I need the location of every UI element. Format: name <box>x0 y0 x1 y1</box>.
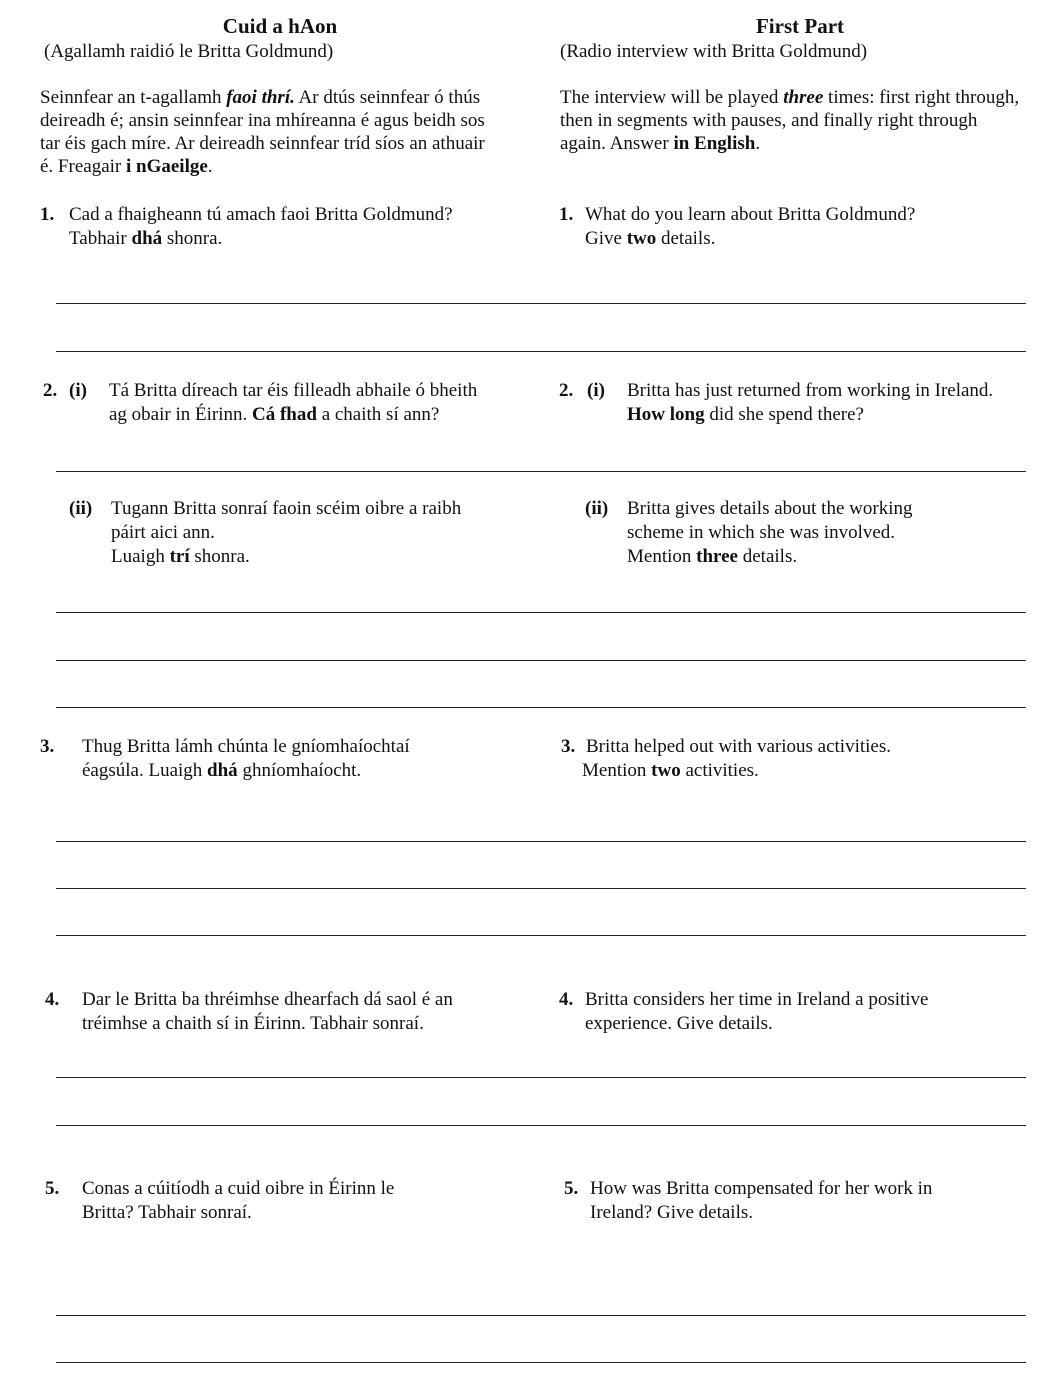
answer-line[interactable] <box>56 707 1026 708</box>
left-instructions: Seinnfear an t-agallamh faoi thrí. Ar dtús seinnfear ó thús deireadh é; ansin seinnfear ina mhíreanna é agus beidh sos tar éis gach míre. Ar deireadh seinnfear tríd síos an athuair é. Freagair i nGaeilge. <box>40 87 485 177</box>
answer-line[interactable] <box>56 612 1026 613</box>
left-q4-text: Dar le Britta ba thréimhse dhearfach dá saol é an tréimhse a chaith sí in Éirinn. Tabhair sonraí. <box>82 989 453 1034</box>
right-q2-ii-text: Britta gives details about the working scheme in which she was involved. Mention three details. <box>627 498 913 567</box>
answer-line[interactable] <box>56 351 1026 352</box>
left-q2-ii-text: Tugann Britta sonraí faoin scéim oibre a raibh páirt aici ann. Luaigh trí shonra. <box>111 498 462 567</box>
right-q5-text: How was Britta compensated for her work in Ireland? Give details. <box>590 1178 933 1223</box>
right-q2-i-text: Britta has just returned from working in Ireland. How long did she spend there? <box>627 380 994 425</box>
right-q2-ii-label: (ii) <box>585 498 609 519</box>
answer-line[interactable] <box>56 660 1026 661</box>
answer-line[interactable] <box>56 1125 1026 1126</box>
left-q5-text: Conas a cúitíodh a cuid oibre in Éirinn le Britta? Tabhair sonraí. <box>82 1178 395 1223</box>
answer-line[interactable] <box>56 888 1026 889</box>
left-q1-number: 1. <box>40 204 55 225</box>
left-q3-number: 3. <box>40 736 55 757</box>
right-title: First Part <box>755 14 845 38</box>
left-subtitle: (Agallamh raidió le Britta Goldmund) <box>44 41 334 62</box>
answer-line[interactable] <box>56 1362 1026 1363</box>
right-q5-number: 5. <box>564 1178 579 1199</box>
left-q2-i-text: Tá Britta díreach tar éis filleadh abhaile ó bheith ag obair in Éirinn. Cá fhad a chaith sí ann? <box>109 380 478 425</box>
right-q4-number: 4. <box>559 989 574 1010</box>
left-q3-text: Thug Britta lámh chúnta le gníomhaíochtaí éagsúla. Luaigh dhá ghníomhaíocht. <box>82 736 410 781</box>
right-instructions: The interview will be played three times: first right through, then in segments with pauses, and finally right through again. Answer in English. <box>560 87 1020 154</box>
answer-line[interactable] <box>56 471 1026 472</box>
right-q4-text: Britta considers her time in Ireland a positive experience. Give details. <box>585 989 929 1034</box>
answer-line[interactable] <box>56 1315 1026 1316</box>
right-q3-text: Britta helped out with various activities. Mention two activities. <box>582 736 891 781</box>
answer-line[interactable] <box>56 935 1026 936</box>
right-q2-number: 2. <box>559 380 574 401</box>
left-q2-number: 2. <box>43 380 58 401</box>
right-q1-text: What do you learn about Britta Goldmund? Give two details. <box>585 204 916 249</box>
left-q4-number: 4. <box>45 989 60 1010</box>
left-q5-number: 5. <box>45 1178 60 1199</box>
left-title: Cuid a hAon <box>222 14 338 38</box>
right-q1-number: 1. <box>559 204 574 225</box>
left-q1-text: Cad a fhaigheann tú amach faoi Britta Goldmund? Tabhair dhá shonra. <box>69 204 453 249</box>
answer-line[interactable] <box>56 841 1026 842</box>
right-subtitle: (Radio interview with Britta Goldmund) <box>560 41 868 62</box>
right-q2-i-label: (i) <box>587 380 605 401</box>
left-q2-ii-label: (ii) <box>69 498 93 519</box>
answer-line[interactable] <box>56 1077 1026 1078</box>
right-q3-number: 3. <box>561 736 576 757</box>
left-q2-i-label: (i) <box>69 380 87 401</box>
answer-line[interactable] <box>56 303 1026 304</box>
